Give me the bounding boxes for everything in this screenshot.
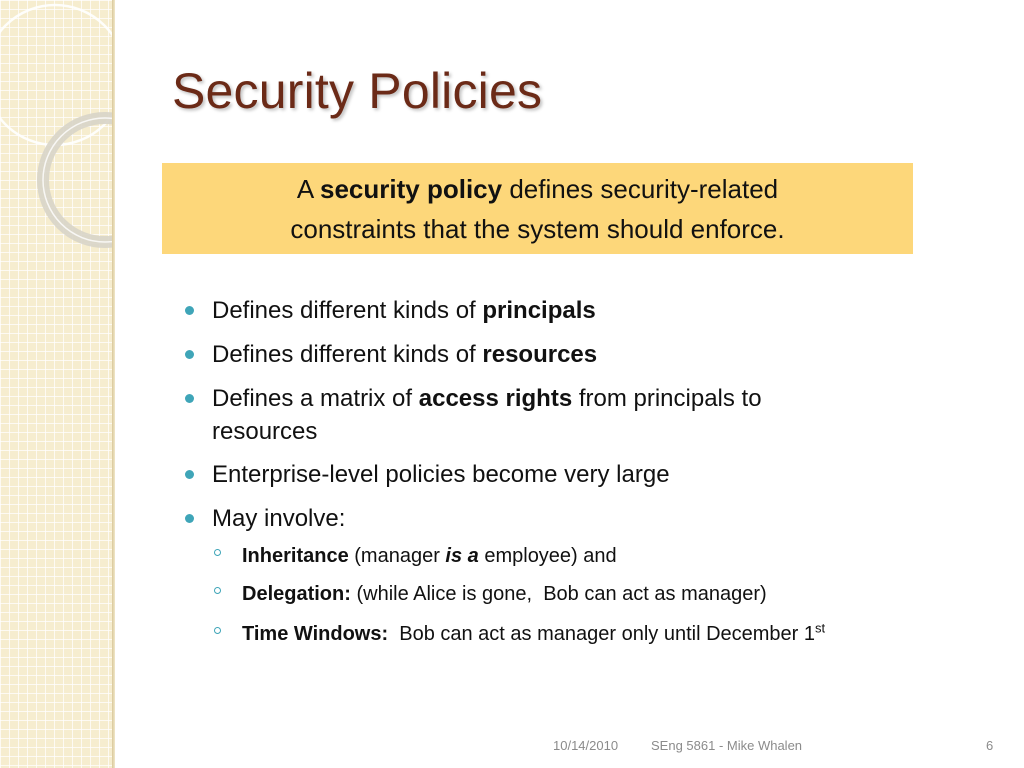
- bullet-text: Defines a matrix of: [212, 385, 419, 412]
- bullet-bold: resources: [482, 341, 598, 368]
- sub-bullet-ring-icon: [214, 587, 221, 594]
- bullet-dot-icon: [185, 306, 194, 315]
- decorative-rings: [0, 0, 112, 768]
- bullet-item: [185, 502, 975, 536]
- sub-bullet-bold: Time Windows:: [242, 623, 389, 645]
- bullet-text-after: from principals to: [572, 385, 762, 412]
- bullet-text: May involve:: [212, 505, 346, 532]
- bullet-text: Defines different kinds of: [212, 341, 483, 368]
- bullet-dot-icon: [185, 350, 194, 359]
- sub-bullet-item: [185, 578, 975, 610]
- callout-term: security policy: [320, 174, 503, 204]
- sub-bullet-text: Bob can act as manager only until December 1: [388, 623, 816, 645]
- sub-bullet-superscript: st: [815, 620, 826, 636]
- bullet-text: Defines different kinds of: [212, 297, 483, 324]
- callout-rest: defines security-related: [502, 174, 779, 204]
- callout-line-2: constraints that the system should enforce.: [290, 214, 785, 244]
- bullet-bold: principals: [482, 297, 596, 324]
- bullet-text-line2: resources: [212, 418, 318, 445]
- sidebar-decoration: [0, 0, 112, 768]
- bullet-dot-icon: [185, 514, 194, 523]
- bullet-text: Enterprise-level policies become very large: [212, 461, 670, 488]
- callout-prefix: A: [296, 174, 321, 204]
- bullet-item: [185, 338, 975, 372]
- sub-bullet-text: (manager: [348, 545, 446, 567]
- callout-line-1: [162, 169, 913, 209]
- sub-bullet-bold: Inheritance: [242, 545, 349, 567]
- sub-bullet-item: [185, 540, 975, 572]
- sidebar-edge: [112, 0, 115, 768]
- sub-bullet-text-after: employee) and: [478, 545, 617, 567]
- bullet-list: [185, 294, 975, 656]
- bullet-item: [185, 458, 975, 492]
- bullet-item: [185, 382, 975, 448]
- bullet-bold: access rights: [418, 385, 573, 412]
- footer-page-number: 6: [986, 738, 994, 753]
- sub-bullet-emphasis: is a: [445, 545, 479, 567]
- sub-bullet-text: (while Alice is gone, Bob can act as manager): [350, 583, 767, 605]
- slide-title: Security Policies: [172, 63, 543, 119]
- sub-bullet-ring-icon: [214, 549, 221, 556]
- definition-callout: [162, 163, 913, 254]
- bullet-item: [185, 294, 975, 328]
- footer-date: 10/14/2010: [553, 738, 619, 753]
- bullet-dot-icon: [185, 394, 194, 403]
- sub-bullet-item: [185, 618, 975, 650]
- footer-course: SEng 5861 - Mike Whalen: [651, 738, 803, 753]
- sub-bullet-ring-icon: [214, 627, 221, 634]
- bullet-dot-icon: [185, 470, 194, 479]
- sub-bullet-bold: Delegation:: [242, 583, 351, 605]
